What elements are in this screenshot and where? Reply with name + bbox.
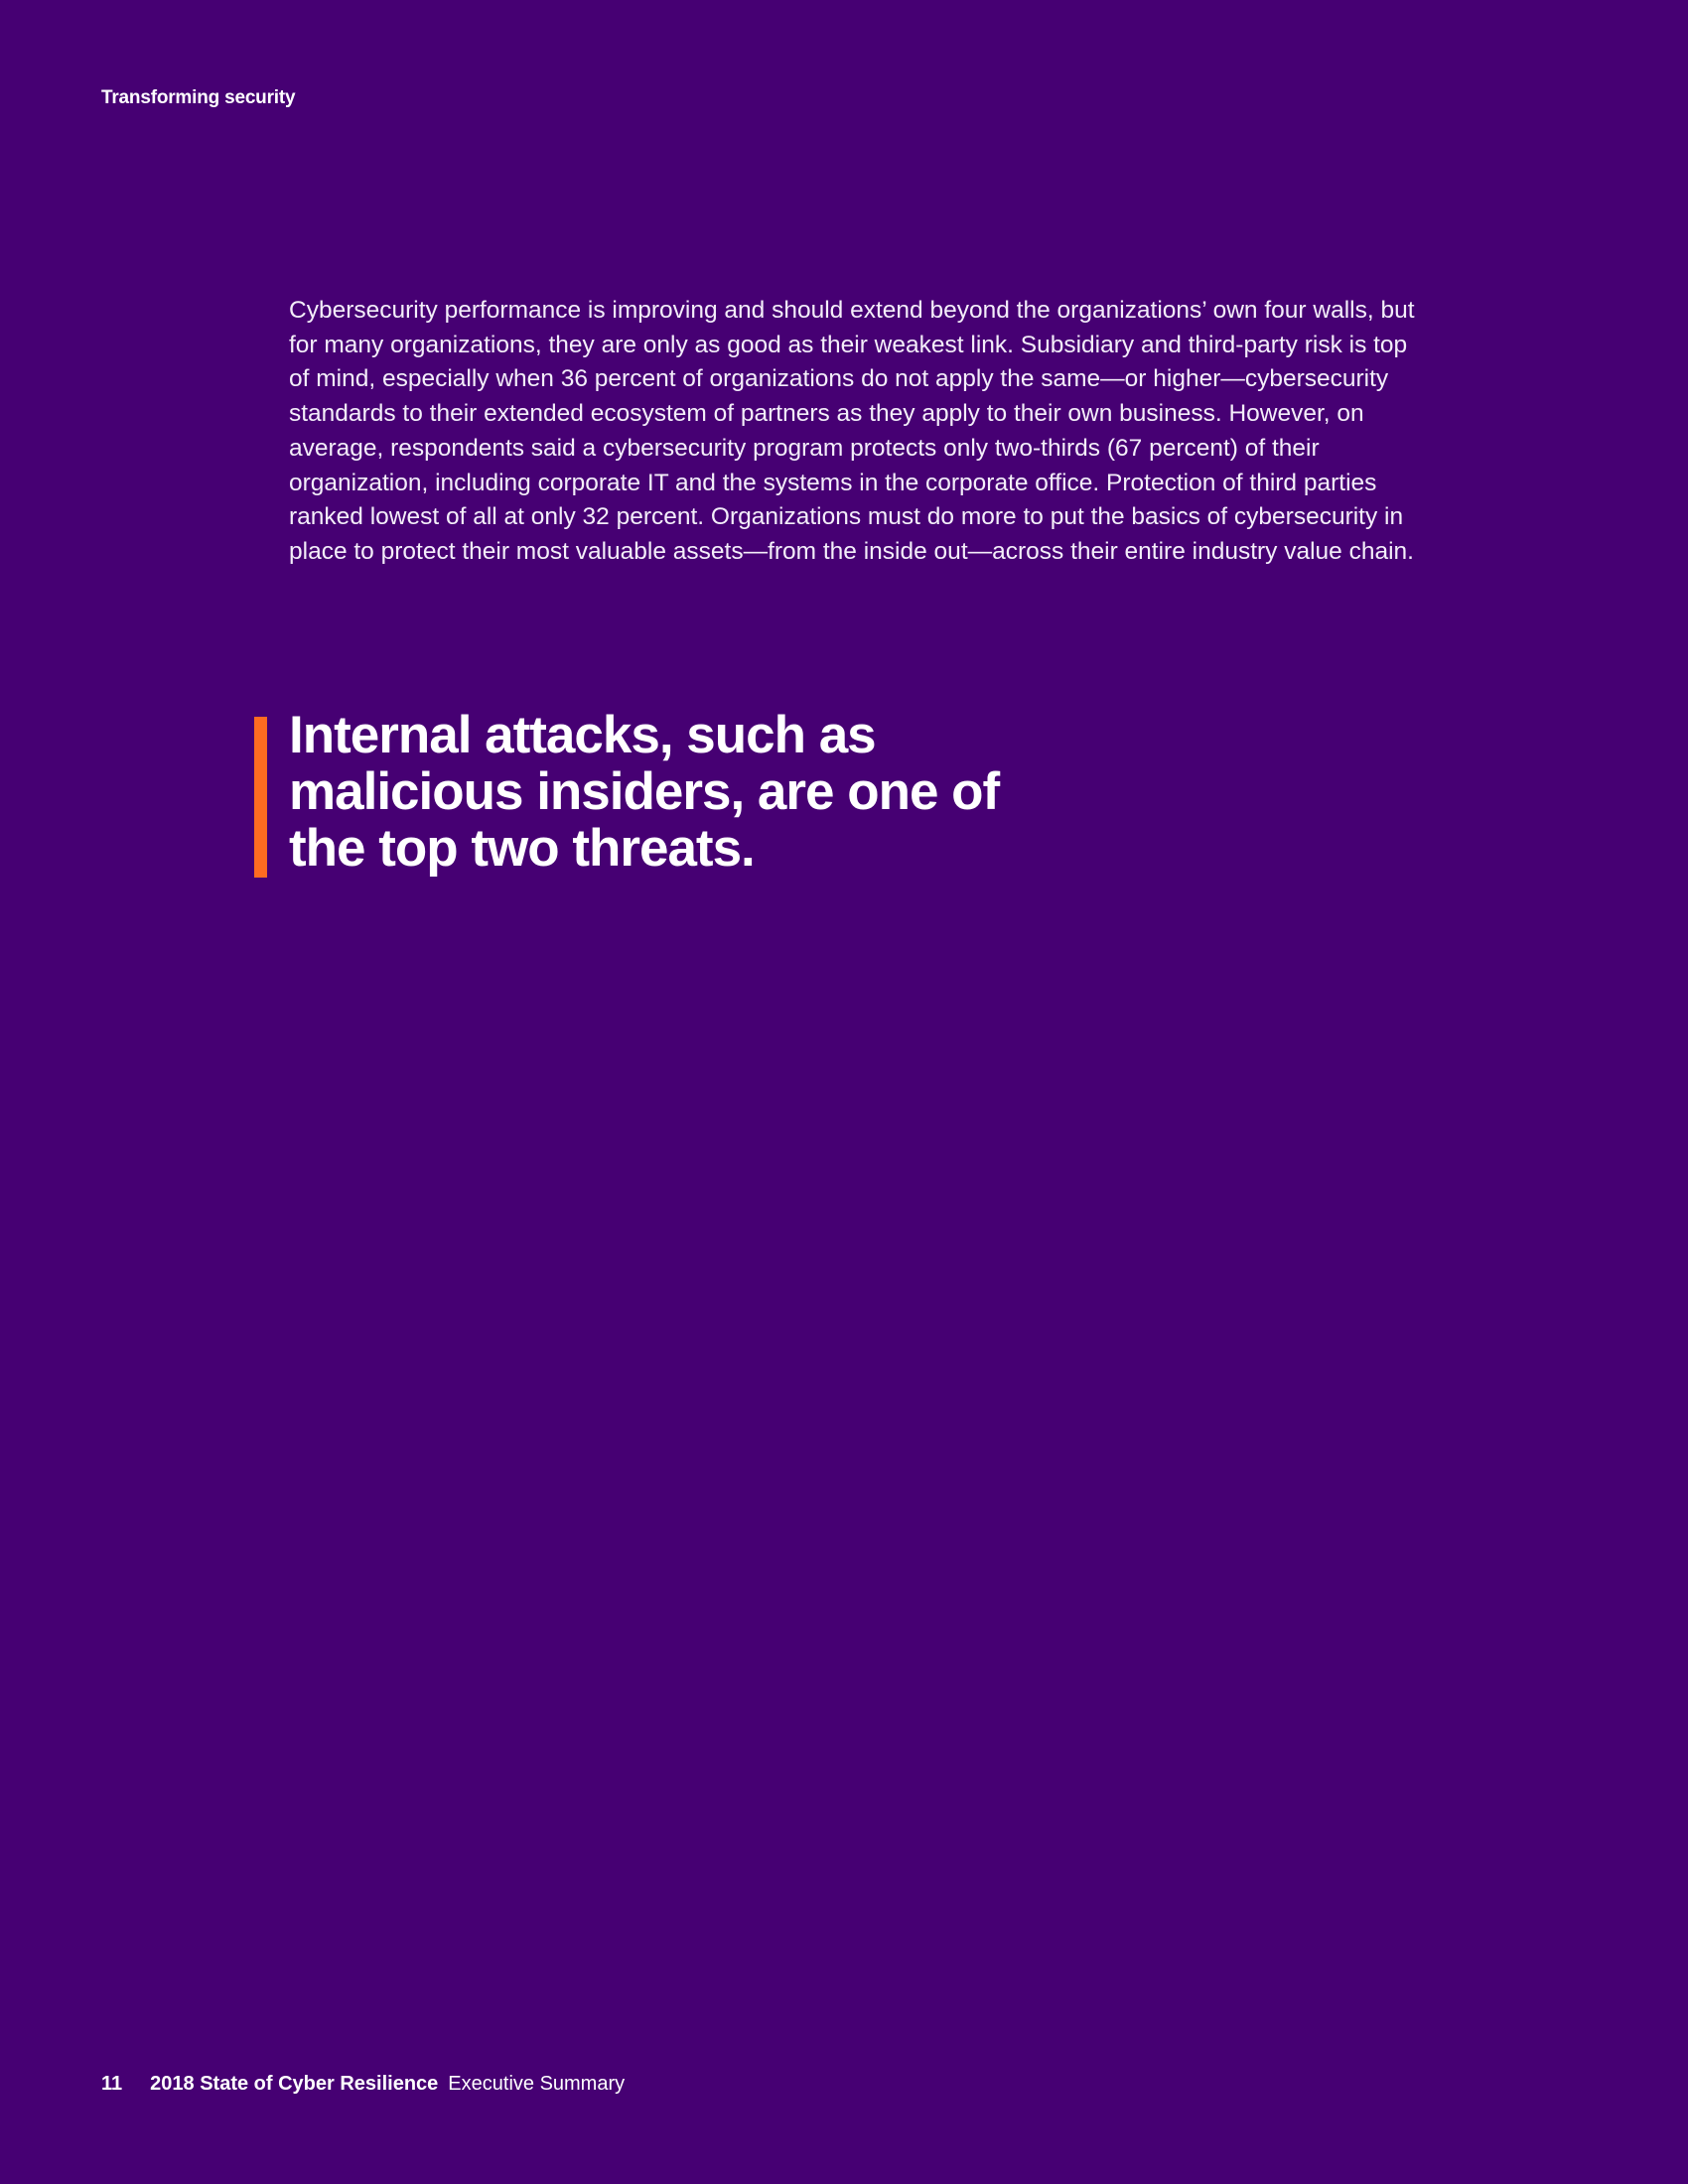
pull-quote-text: Internal attacks, such as malicious insiders, are one of the top two threats. <box>289 706 1000 878</box>
section-label: Transforming security <box>101 87 296 108</box>
report-subtitle: Executive Summary <box>448 2073 626 2095</box>
report-title: 2018 State of Cyber Resilience <box>150 2073 439 2095</box>
pull-quote-accent-bar <box>254 717 267 878</box>
pull-quote <box>254 706 1049 878</box>
page-number: 11 <box>101 2073 123 2095</box>
body-paragraph: Cybersecurity performance is improving and should extend beyond the organizations’ own four walls, but for many organizations, they are only as good as their weakest link. Subsidiary and third-party risk is top of mind, especially when 36 percent of organizations do not apply the same—or higher—cybersecurity standards to their extended ecosystem of partners as they apply to their own business. However, on average, respondents said a cybersecurity program protects only two-thirds (67 percent) of their organization, including corporate IT and the systems in the corporate office. Protection of third parties ranked lowest of all at only 32 percent. Organizations must do more to put the basics of cybersecurity in place to protect their most valuable assets—from the inside out—across their entire industry value chain. <box>289 297 1415 565</box>
page-footer <box>101 2073 625 2096</box>
